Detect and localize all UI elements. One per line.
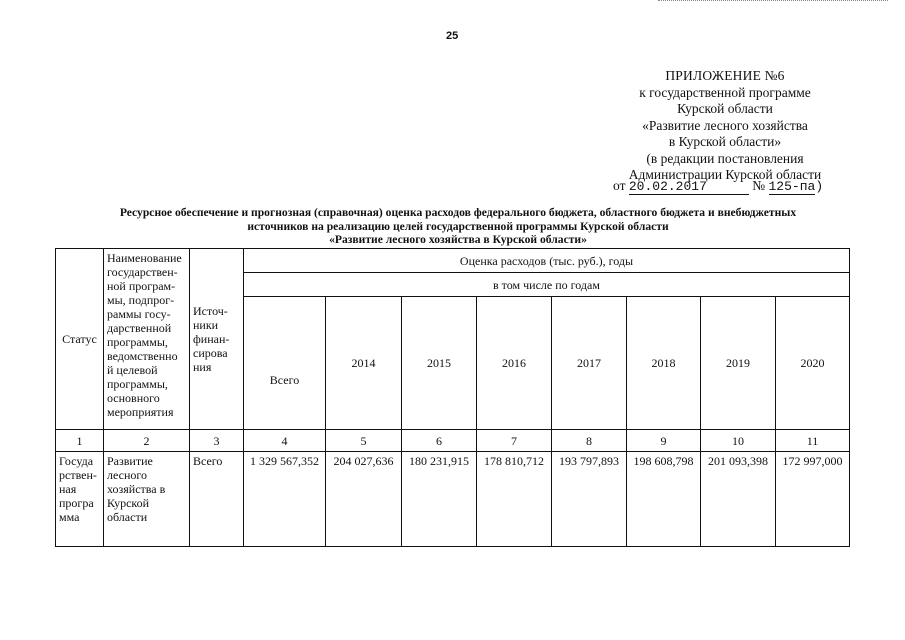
header-status: Статус: [56, 249, 104, 430]
header-year: 2020: [776, 297, 850, 430]
header-year: 2018: [627, 297, 701, 430]
appendix-line: к государственной программе: [639, 84, 811, 100]
row-value: 201 093,398: [701, 452, 776, 547]
header-row-1: [56, 249, 850, 273]
row-value: 178 810,712: [477, 452, 552, 547]
appendix-line: Администрации Курской области: [628, 167, 822, 182]
ordinance-number: 125-па: [768, 179, 816, 194]
heading-line-2: источников на реализацию целей государственной программы Курской области: [247, 219, 669, 233]
appendix-line: в Курской области»: [668, 134, 782, 149]
header-year: 2016: [477, 297, 552, 430]
from-label: от: [613, 178, 626, 193]
column-number: 4: [244, 430, 326, 452]
column-number: 9: [627, 430, 701, 452]
resource-table: [55, 248, 850, 547]
table-heading: [40, 206, 876, 247]
row-value: 180 231,915: [402, 452, 477, 547]
header-year: 2014: [326, 297, 402, 430]
row-value: 204 027,636: [326, 452, 402, 547]
column-number: 11: [776, 430, 850, 452]
header-estimate: Оценка расходов (тыс. руб.), годы: [244, 249, 850, 273]
row-source: Всего: [190, 452, 244, 547]
header-year: 2019: [701, 297, 776, 430]
appendix-line: (в редакции постановления: [646, 150, 804, 166]
column-number: 10: [701, 430, 776, 452]
row-value: 198 608,798: [627, 452, 701, 547]
appendix-line: «Развитие лесного хозяйства: [642, 117, 808, 133]
column-number: 8: [552, 430, 627, 452]
column-number: 5: [326, 430, 402, 452]
row-value: 193 797,893: [552, 452, 627, 547]
heading-line-3: «Развитие лесного хозяйства в Курской области»: [329, 233, 587, 246]
header-total: Всего: [244, 297, 326, 430]
column-number: 2: [104, 430, 190, 452]
appendix-title: ПРИЛОЖЕНИЕ №6: [665, 68, 785, 83]
table-row: [56, 452, 850, 547]
ordinance-date: 20.02.2017: [629, 180, 749, 195]
column-number-row: [56, 430, 850, 452]
row-total: 1 329 567,352: [244, 452, 326, 547]
appendix-block: [595, 68, 855, 184]
row-status: Госуда рствен-ная програ мма: [56, 452, 104, 547]
row-value: 172 997,000: [776, 452, 850, 547]
header-including: в том числе по годам: [244, 273, 850, 297]
column-number: 7: [477, 430, 552, 452]
header-year: 2017: [552, 297, 627, 430]
ordinance-date-number: от 20.02.2017 № 125-па): [613, 178, 824, 194]
header-name: Наименование государствен-ной програм-мы, подпрог-раммы госу-дарственной программы, ведомственно й целевой программы, основного мероприятия: [104, 249, 190, 430]
column-number: 6: [402, 430, 477, 452]
top-edge-mark: [658, 0, 888, 2]
page-number: 25: [446, 30, 459, 42]
number-label: №: [752, 178, 766, 193]
header-source: Источ-ники финан-сирова ния: [190, 249, 244, 430]
appendix-line: Курской области: [677, 101, 773, 116]
column-number: 3: [190, 430, 244, 452]
row-name: Развитие лесного хозяйства в Курской области: [104, 452, 190, 547]
heading-line-1: Ресурсное обеспечение и прогнозная (справочная) оценка расходов федерального бюджета, областного бюджета и внебюджетных: [119, 206, 797, 219]
column-number: 1: [56, 430, 104, 452]
header-year: 2015: [402, 297, 477, 430]
